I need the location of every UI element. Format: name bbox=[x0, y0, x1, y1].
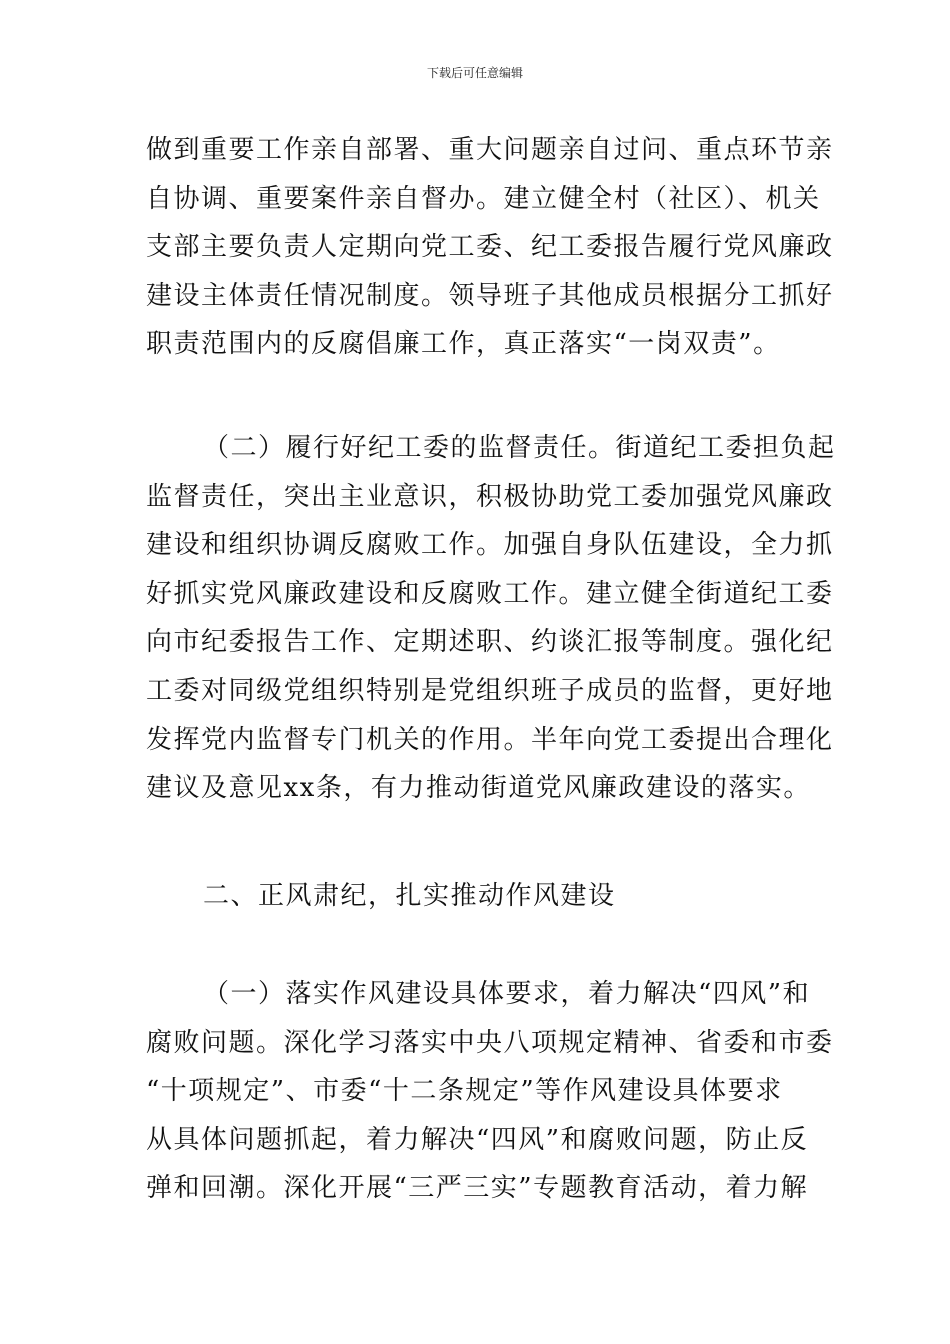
text-line: 做到重要工作亲自部署、重大问题亲自过问、重点环节亲 bbox=[146, 135, 834, 165]
text-line: （一）落实作风建设具体要求，着力解决“四风”和 bbox=[203, 979, 811, 1009]
text-line: 从具体问题抓起，着力解决“四风”和腐败问题，防止反 bbox=[146, 1124, 809, 1155]
text-line: 建议及意见xx条，有力推动街道党风廉政建设的落实。 bbox=[146, 773, 811, 804]
text-line: “十项规定”、市委“十二条规定”等作风建设具体要求 bbox=[146, 1076, 783, 1107]
text-line: 监督责任，突出主业意识，积极协助党工委加强党风廉政 bbox=[146, 481, 834, 512]
text-line: 工委对同级党组织特别是党组织班子成员的监督，更好地 bbox=[146, 675, 834, 706]
paragraph-1 bbox=[146, 126, 834, 369]
paragraph-2 bbox=[146, 424, 836, 813]
text-line: 好抓实党风廉政建设和反腐败工作。建立健全街道纪工委 bbox=[146, 578, 834, 609]
text-line: 支部主要负责人定期向党工委、纪工委报告履行党风廉政 bbox=[146, 232, 834, 263]
text-line: 建设主体责任情况制度。领导班子其他成员根据分工抓好 bbox=[146, 280, 834, 311]
section-heading-text: 二、正风肃纪，扎实推动作风建设 bbox=[203, 881, 616, 911]
text-line: 职责范围内的反腐倡廉工作，真正落实“一岗双责”。 bbox=[146, 329, 781, 360]
text-line: （二）履行好纪工委的监督责任。街道纪工委担负起 bbox=[203, 433, 836, 463]
section-heading bbox=[146, 872, 810, 921]
text-line: 自协调、重要案件亲自督办。建立健全村（社区）、机关 bbox=[146, 183, 821, 214]
text-line: 发挥党内监督专门机关的作用。半年向党工委提出合理化 bbox=[146, 724, 834, 755]
page-header: 下载后可任意编辑 bbox=[426, 66, 523, 80]
text-line: 弹和回潮。深化开展“三严三实”专题教育活动，着力解 bbox=[146, 1173, 809, 1204]
text-line: 建设和组织协调反腐败工作。加强自身队伍建设，全力抓 bbox=[146, 530, 834, 561]
paragraph-3 bbox=[146, 970, 834, 1213]
text-line: 向市纪委报告工作、定期述职、约谈汇报等制度。强化纪 bbox=[146, 627, 834, 658]
text-line: 腐败问题。深化学习落实中央八项规定精神、省委和市委 bbox=[146, 1027, 834, 1058]
